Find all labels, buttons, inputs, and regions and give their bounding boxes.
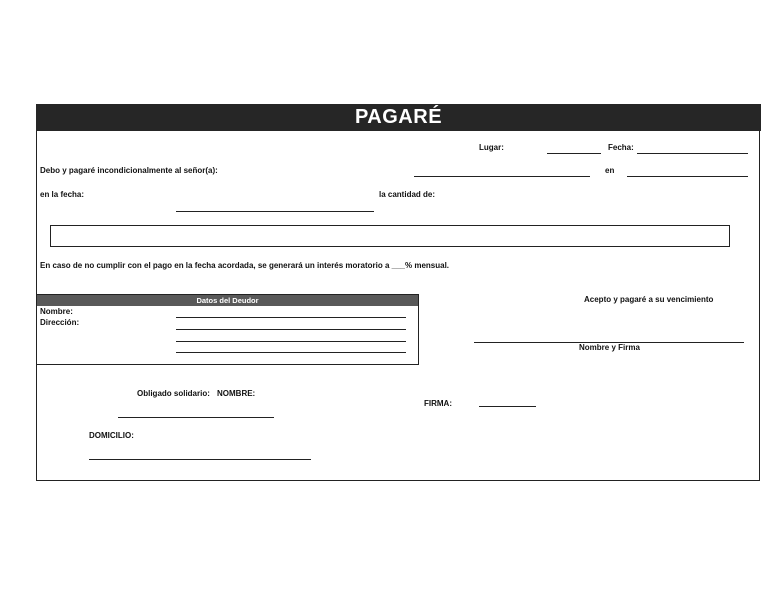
en-label: en bbox=[605, 166, 615, 175]
fecha-field[interactable] bbox=[637, 153, 748, 154]
lugar-label: Lugar: bbox=[479, 143, 504, 152]
place-field[interactable] bbox=[627, 176, 748, 177]
domicilio-label: DOMICILIO: bbox=[89, 431, 134, 440]
interest-clause: En caso de no cumplir con el pago en la fecha acordada, se generará un interés moratorio a ___% mensual. bbox=[40, 261, 450, 270]
cantidad-label: la cantidad de: bbox=[379, 190, 436, 199]
guarantor-firma-field[interactable] bbox=[479, 406, 536, 407]
lugar-field[interactable] bbox=[547, 153, 601, 154]
obligado-label: Obligado solidario: bbox=[137, 389, 210, 398]
debtor-header bbox=[37, 295, 418, 306]
debtor-direccion-field-1[interactable] bbox=[176, 329, 406, 330]
firma-label: FIRMA: bbox=[424, 399, 452, 408]
title-bar bbox=[36, 104, 761, 131]
debtor-nombre-label: Nombre: bbox=[40, 307, 73, 316]
en-la-fecha-label: en la fecha: bbox=[40, 190, 85, 199]
guarantor-nombre-label: NOMBRE: bbox=[217, 389, 256, 398]
page-title: PAGARÉ bbox=[354, 106, 443, 128]
amount-box[interactable] bbox=[50, 225, 730, 247]
debtor-direccion-label: Dirección: bbox=[40, 318, 80, 327]
guarantor-nombre-field[interactable] bbox=[118, 417, 274, 418]
debtor-nombre-field[interactable] bbox=[176, 317, 406, 318]
guarantor-domicilio-field[interactable] bbox=[89, 459, 311, 460]
signature-caption: Nombre y Firma bbox=[579, 343, 640, 352]
debtor-direccion-field-3[interactable] bbox=[176, 352, 406, 353]
document-frame bbox=[36, 104, 760, 481]
beneficiary-field[interactable] bbox=[414, 176, 590, 177]
debtor-direccion-field-2[interactable] bbox=[176, 341, 406, 342]
fecha-label: Fecha: bbox=[608, 143, 634, 152]
debtor-header-label: Datos del Deudor bbox=[196, 296, 259, 305]
due-date-field[interactable] bbox=[176, 211, 374, 212]
acceptance-text: Acepto y pagaré a su vencimiento bbox=[584, 295, 714, 304]
debo-label: Debo y pagaré incondicionalmente al señor(a): bbox=[40, 166, 218, 175]
